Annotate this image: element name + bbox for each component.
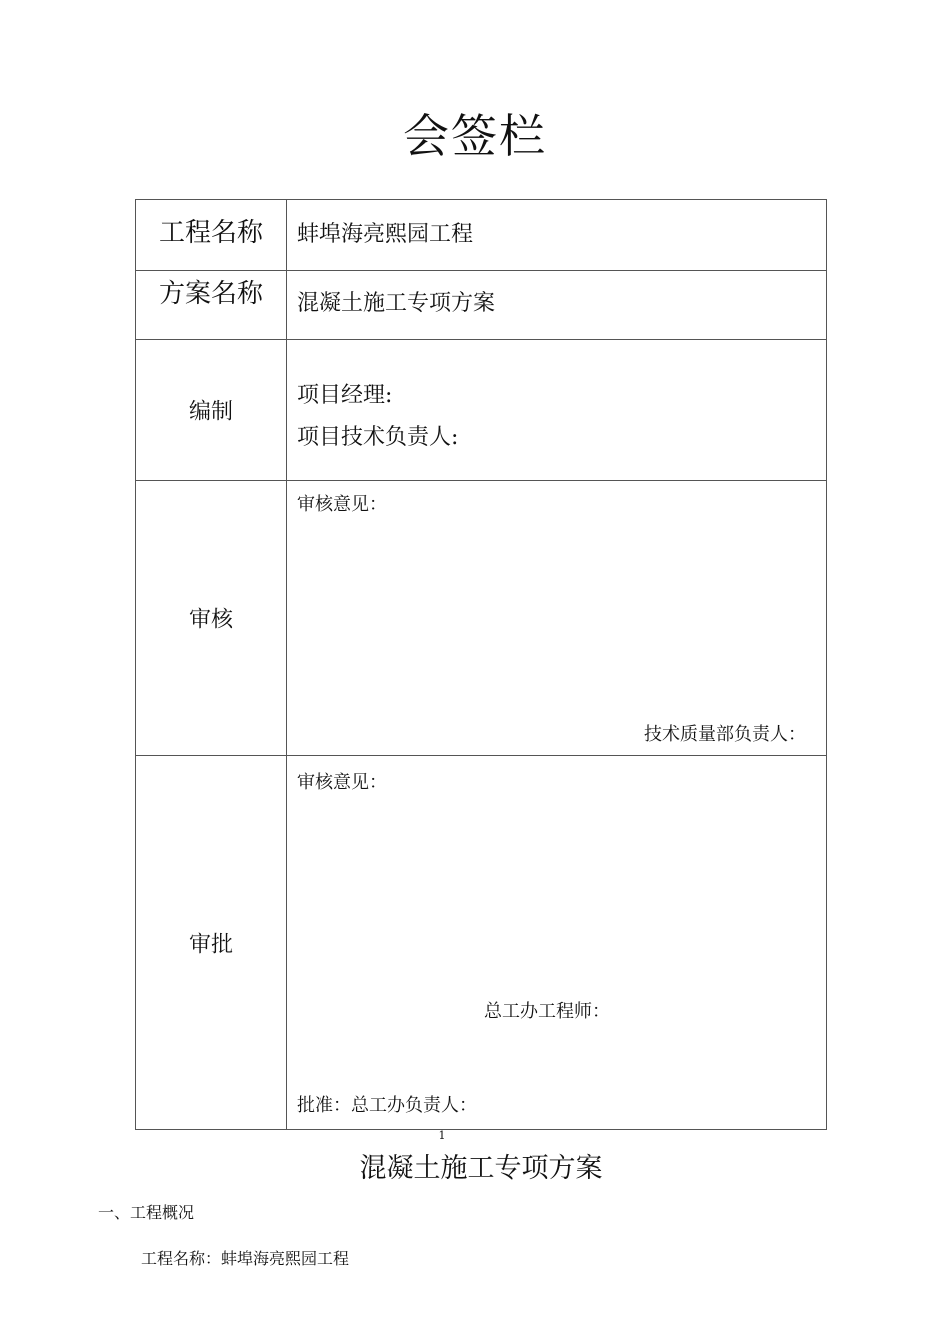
review-opinion-label: 审核意见： (297, 494, 387, 515)
approve-opinion-label: 审核意见： (297, 772, 387, 793)
final-approval-line: 批准：总工办负责人： (297, 1095, 477, 1116)
table-row-review (136, 481, 827, 756)
technical-lead-line: 项目技术负责人: (297, 425, 459, 450)
chief-engineer-line: 总工办工程师： (484, 1001, 610, 1022)
plan-name-value: 混凝土施工专项方案 (297, 291, 496, 316)
document-subtitle: 混凝土施工专项方案 (359, 1153, 603, 1184)
table-row-plan (136, 271, 827, 340)
quality-dept-signer: 技术质量部负责人： (644, 724, 806, 745)
countersign-table (135, 199, 827, 1130)
project-manager-line: 项目经理: (297, 383, 393, 408)
table-row-project (136, 200, 827, 271)
section-paragraph: 工程名称：蚌埠海亮熙园工程 (141, 1249, 350, 1268)
compile-label-text: 编制 (188, 399, 233, 425)
approve-label-text: 审批 (188, 932, 233, 957)
project-name-cell (287, 200, 827, 271)
project-name-label (136, 200, 287, 271)
review-label (136, 481, 287, 756)
table-row-compile (136, 340, 827, 481)
project-name-label-text: 工程名称 (158, 218, 263, 248)
approve-label (136, 756, 287, 1130)
plan-name-cell (287, 271, 827, 340)
compile-cell (287, 340, 827, 481)
plan-name-label (136, 271, 287, 340)
review-label-text: 审核 (188, 607, 233, 633)
compile-label (136, 340, 287, 481)
table-row-approve (136, 756, 827, 1130)
project-name-value: 蚌埠海亮熙园工程 (297, 222, 474, 247)
page-title: 会签栏 (403, 109, 547, 163)
review-cell (287, 481, 827, 756)
section-heading: 一、工程概况 (98, 1203, 195, 1222)
approve-cell (287, 756, 827, 1130)
page-number: 1 (438, 1129, 446, 1142)
plan-name-label-text: 方案名称 (158, 279, 263, 309)
